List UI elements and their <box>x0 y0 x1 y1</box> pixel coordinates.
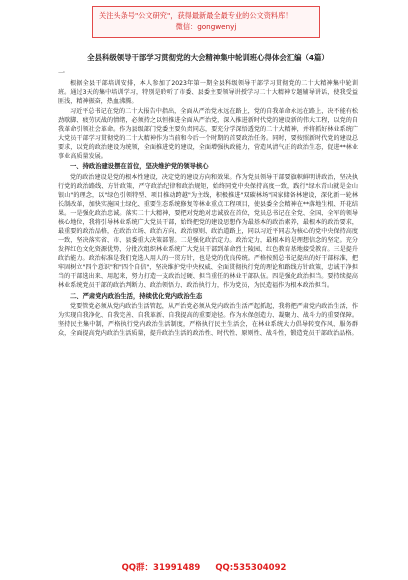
promo-banner-line1: 关注头条号"公文研究"，获得最新最全最专业的公文资料库！ <box>99 11 293 20</box>
promo-banner <box>92 6 320 38</box>
intro-paragraph-2: 习近平总书记在党的二十大报告中指出，全面从严治党永远在路上，党的自我革命永远在路上，决不能有松劲歇脚、疲劳厌战的情绪，必须持之以恒推进全面从严治党，深入推进新时代党的建设新的伟大工程，以党的自我革命引领社会革命。作为县级部门党委主要负责同志，要充分学深悟透党的二十大精神，并将抓好林业系统广大党员干部学习贯彻党的二十大精神作为当前和今后一个时期的首要政治任务。同时，要按照新时代党的建设总要求，以党的政治建设为统领，全面推进党的建设，全面增强执政能力，营造风清气正的政治生态，促进**林业事业高质量发展。 <box>58 108 358 161</box>
document-title: 全县科级领导干部学习贯彻党的大会精神集中轮训班心得体会汇编（4篇） <box>87 53 329 62</box>
intro-paragraph-1: 根据全县干部培训安排，本人参加了2023年第一期全县科级领导干部学习贯彻党的二十大精神集中轮训班。通过3天的集中培训学习，特别是聆听了市委、县委主要领导讲授学习二十大精神专题辅导讲话，使我受益匪浅，精神振奋，热血沸腾。 <box>58 80 358 106</box>
section-heading-1: 一、持政治建设摆在首位，坚决维护党的领导核心 <box>70 163 209 171</box>
qq-text: QQ:535304092 <box>215 563 287 573</box>
contact-footer <box>0 561 408 577</box>
section2-paragraph: 党要管党必须从党内政治生活管起，从严治党必须从党内政治生活严起抓起，我将把严肃党内政治生活，作为实现自我净化、自我完善、自我革新、自我提高的重要途径。作为水保创造力、凝聚力、战斗力的重要保障。坚持民主集中制，严格执行党内政治生活制度，严格执行民主生活会，在林业系统大力倡导转变作风、服务群众，全面提高党内政治生活质量，提升政治生活的政治性、时代性、原则性、战斗性，锻造党员干部政治品格。 <box>58 303 358 338</box>
qq-group-text: QQ群：31991489 <box>121 563 201 573</box>
section1-paragraph: 党的政治建设是党的根本性建设，决定党的建设方向和效果。作为党员领导干部要旗帜鲜明讲政治，坚决执行党的政治路线、方针政策，严守政治纪律和政治规矩，始终同党中央保持高度一致，践行"绿水青山就是金山银山"的理念，以"绿色引领特型、项目推动跨越"为主线，积极推进"双碳林场"国家储备林建设，深化新一轮林长制改革，加快实施国土绿化、重要生态系统修复等林业重点工程项目，使县委全会精神在**落地生根、开花结果。一是强化政治忠诚。落实二十大精神，要把对党绝对忠诚放在首位，党员总书记在全党、全国、全军的领导核心地位，我将引导林业系统广大党员干部，始终把党的建设思想作为最基本的政治素养，最根本的政治要求，最重要的政治品格，在政治立场、政治方向、政治原则、政治道路上，同以习近平同志为核心的党中央保持高度一致，坚决落实省、市、县委重大决策部署。二是强化政治定力。政治定力，最根本的是理想信念的坚定。充分发挥红色文化资源优势，分批次组织林业系统广大党员干部到革命烈士陵园、红色教育基地接受教育。三是提升政治能力。政治标准是我们党选人用人的一贯方针，也是党的优良传统。严格按照总书记提出的好干部标准，把牢固树立"四个意识"和"四个自信"，坚决维护党中央权威、全面贯彻执行党的理论和路线方针政策，忠诚干净担当的干部选出来、用起来，努力打造一支政治过硬、担当重任的林业干部队伍。四是强化政治担当。要持续提高林业系统党员干部的政治判断力、政治领悟力、政治执行力，作为党员，为民造福作为根本政治担当。 <box>58 173 358 290</box>
section-heading-2: 二、严肃党内政治生活，持续优化党内政治生态 <box>70 292 203 300</box>
document-body <box>58 52 358 339</box>
promo-banner-line2: 微信：gongwenyj <box>175 22 237 31</box>
section-marker: 一 <box>58 69 65 77</box>
